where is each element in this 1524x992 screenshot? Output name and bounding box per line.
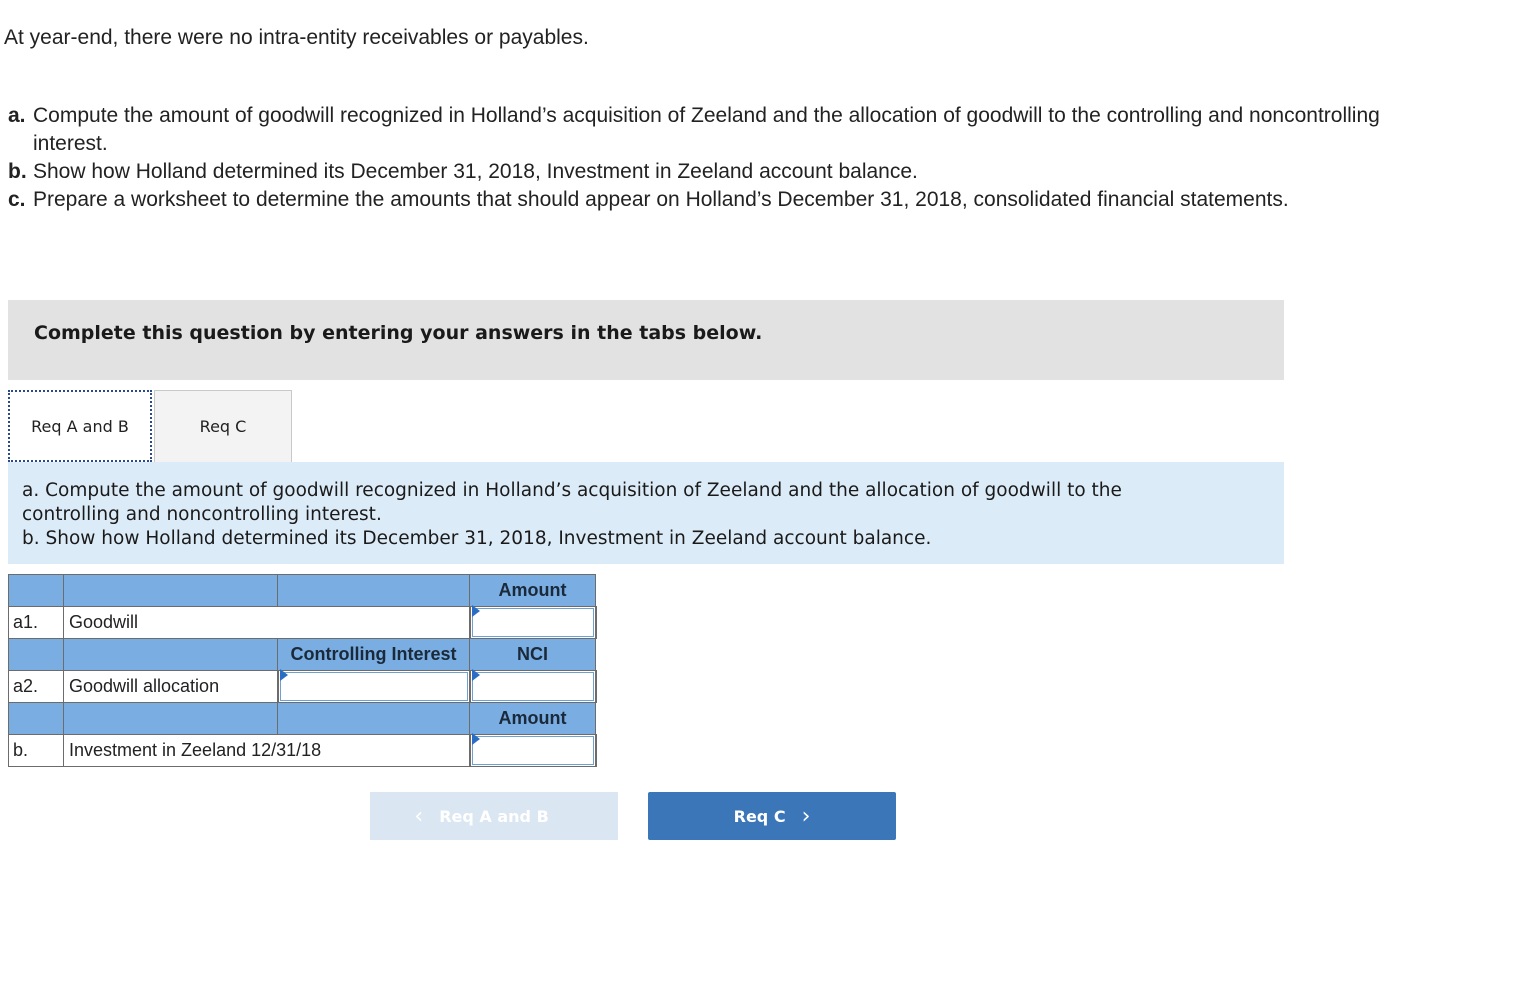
header-cell-empty (64, 575, 278, 607)
nci-input[interactable] (470, 671, 596, 703)
requirement-letter: c. (8, 188, 26, 211)
prev-tab-label: Req A and B (439, 806, 549, 826)
instruction-a: a. Compute the amount of goodwill recognized in Holland’s acquisition of Zeeland and the allocation of goodwill to the controlling and noncontrolling interest. (22, 480, 1122, 525)
intro-text: At year-end, there were no intra-entity receivables or payables. (4, 26, 589, 49)
requirement-letter: a. (8, 104, 26, 127)
controlling-interest-header: Controlling Interest (278, 639, 470, 671)
table-row-a2 (9, 671, 596, 703)
table-header-row (9, 639, 596, 671)
row-id: a1. (9, 607, 64, 639)
next-tab-button[interactable] (648, 792, 896, 840)
tab-req-a-and-b[interactable]: Req A and B (8, 390, 152, 462)
header-cell-empty (64, 703, 278, 735)
header-cell-empty (9, 703, 64, 735)
row-id: a2. (9, 671, 64, 703)
table-row-a1 (9, 607, 596, 639)
banner-text: Complete this question by entering your answers in the tabs below. (34, 322, 763, 344)
answer-table (8, 574, 597, 767)
table-row-b (9, 735, 596, 767)
requirements-list (8, 102, 1458, 214)
input-box[interactable] (472, 608, 594, 637)
next-tab-label: Req C (733, 806, 786, 826)
row-label: Goodwill allocation (64, 671, 278, 703)
input-box[interactable] (472, 672, 594, 701)
requirement-text: Show how Holland determined its December 31, 2018, Investment in Zeeland account balance. (33, 160, 918, 183)
tab-instructions-panel (8, 462, 1284, 564)
input-box[interactable] (472, 736, 594, 765)
row-id: b. (9, 735, 64, 767)
controlling-interest-input[interactable] (278, 671, 470, 703)
tab-req-c[interactable]: Req C (154, 390, 292, 462)
input-marker-icon (472, 605, 480, 617)
requirement-text: Prepare a worksheet to determine the amounts that should appear on Holland’s December 31, 2018, consolidated financial statements. (33, 188, 1289, 211)
chevron-left-icon: ‹ (414, 803, 424, 829)
amount-header: Amount (470, 575, 596, 607)
input-marker-icon (472, 669, 480, 681)
requirement-b (8, 158, 1458, 186)
amount-header: Amount (470, 703, 596, 735)
header-cell-empty (278, 575, 470, 607)
chevron-right-icon: › (801, 803, 811, 829)
requirement-text: Compute the amount of goodwill recognized in Holland’s acquisition of Zeeland and the allocation of goodwill to the controlling and noncontrolling interest. (33, 104, 1380, 155)
row-label: Goodwill (64, 607, 470, 639)
goodwill-amount-input[interactable] (470, 607, 596, 639)
input-marker-icon (280, 669, 288, 681)
input-marker-icon (472, 733, 480, 745)
tab-instructions-text (22, 479, 1222, 551)
header-cell-empty (278, 703, 470, 735)
requirement-a (8, 102, 1458, 158)
requirement-letter: b. (8, 160, 27, 183)
header-cell-empty (64, 639, 278, 671)
table-header-row (9, 703, 596, 735)
header-cell-empty (9, 639, 64, 671)
table-header-row (9, 575, 596, 607)
instruction-b: b. Show how Holland determined its December 31, 2018, Investment in Zeeland account balance. (22, 528, 932, 549)
investment-amount-input[interactable] (470, 735, 596, 767)
nci-header: NCI (470, 639, 596, 671)
instructions-banner (8, 300, 1284, 380)
header-cell-empty (9, 575, 64, 607)
prev-tab-button[interactable] (370, 792, 618, 840)
requirement-c (8, 186, 1458, 214)
row-label: Investment in Zeeland 12/31/18 (64, 735, 470, 767)
input-box[interactable] (280, 672, 468, 701)
